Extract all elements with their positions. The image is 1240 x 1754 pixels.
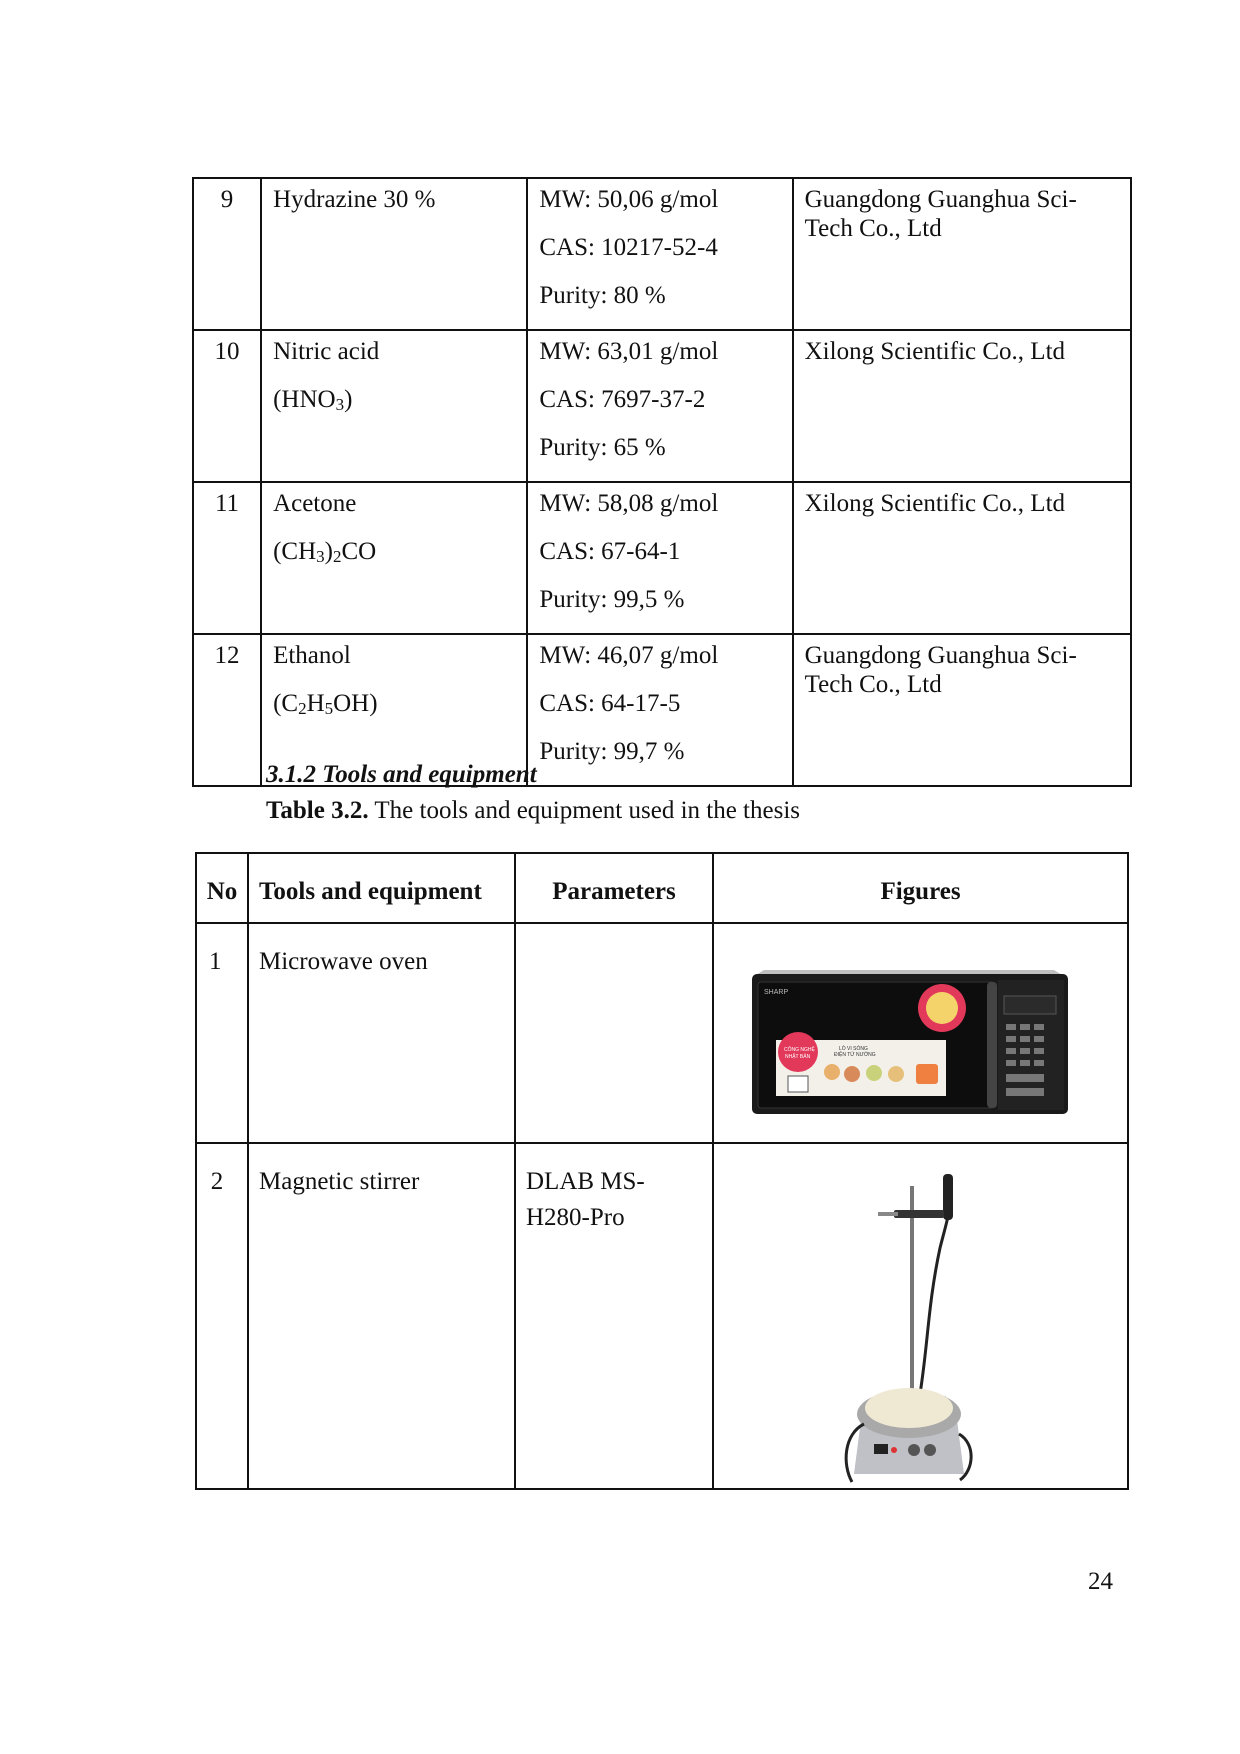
oven-label-line-2: ĐIỆN TỬ NƯỚNG — [834, 1052, 876, 1058]
figure-cell — [713, 1143, 1128, 1489]
table-row — [193, 482, 1131, 634]
supplier: Guangdong Guanghua Sci-Tech Co., Ltd — [793, 178, 1131, 330]
header-figures: Figures — [713, 853, 1128, 923]
header-no: No — [196, 853, 248, 923]
row-number: 1 — [196, 923, 248, 1143]
chemical-name: Acetone (CH3)2CO — [261, 482, 527, 634]
magnetic-stirrer-image — [714, 1144, 1114, 1488]
purity: Purity: 99,5 % — [539, 586, 685, 613]
cas-number: CAS: 67-64-1 — [539, 538, 681, 565]
table-caption-label: Table 3.2. — [266, 797, 369, 824]
section-heading: 3.1.2 Tools and equipment — [266, 761, 537, 788]
cas-number: CAS: 64-17-5 — [539, 690, 681, 717]
chemical-parameters — [527, 178, 792, 330]
figure-cell — [713, 923, 1128, 1143]
badge-text-2: NHẬT BẢN — [785, 1054, 811, 1060]
model-line-1: DLAB MS- — [526, 1168, 645, 1195]
tool-name: Magnetic stirrer — [248, 1143, 515, 1489]
molecular-weight: MW: 50,06 g/mol — [539, 186, 719, 213]
chemical-parameters — [527, 634, 792, 786]
row-number: 12 — [193, 634, 261, 786]
header-parameters: Parameters — [515, 853, 713, 923]
chemical-formula: (HNO3) — [273, 386, 353, 414]
table-row — [196, 923, 1128, 1143]
purity: Purity: 65 % — [539, 434, 666, 461]
chemical-name: Nitric acid (HNO3) — [261, 330, 527, 482]
row-number: 9 — [193, 178, 261, 330]
table-caption-text: The tools and equipment used in the thesis — [368, 797, 800, 824]
microwave-oven-image — [714, 924, 1114, 1122]
oven-brand: SHARP — [764, 989, 789, 996]
oven-label-line-1: LÒ VI SÓNG — [839, 1046, 868, 1052]
tool-parameters — [515, 1143, 713, 1489]
badge-text-1: CÔNG NGHỆ — [784, 1047, 815, 1053]
chemical-formula: (C2H5OH) — [273, 690, 378, 718]
row-number: 2 — [196, 1143, 248, 1489]
chemical-parameters — [527, 330, 792, 482]
tools-table — [195, 852, 1129, 1490]
purity: Purity: 99,7 % — [539, 738, 685, 765]
table-header-row — [196, 853, 1128, 923]
table-row — [193, 178, 1131, 330]
row-number: 11 — [193, 482, 261, 634]
table-caption — [266, 797, 800, 825]
chemical-formula: (CH3)2CO — [273, 538, 377, 566]
chemical-parameters — [527, 482, 792, 634]
cas-number: CAS: 10217-52-4 — [539, 234, 718, 261]
header-tools: Tools and equipment — [248, 853, 515, 923]
supplier: Xilong Scientific Co., Ltd — [793, 482, 1131, 634]
supplier: Guangdong Guanghua Sci-Tech Co., Ltd — [793, 634, 1131, 786]
table-row — [193, 330, 1131, 482]
molecular-weight: MW: 58,08 g/mol — [539, 490, 719, 517]
tool-parameters — [515, 923, 713, 1143]
row-number: 10 — [193, 330, 261, 482]
chemical-name: Ethanol (C2H5OH) — [261, 634, 527, 786]
chemicals-table — [192, 177, 1132, 787]
tool-name: Microwave oven — [248, 923, 515, 1143]
molecular-weight: MW: 46,07 g/mol — [539, 642, 719, 669]
model-line-2: H280-Pro — [526, 1204, 625, 1231]
molecular-weight: MW: 63,01 g/mol — [539, 338, 719, 365]
page-number: 24 — [1088, 1568, 1113, 1595]
supplier: Xilong Scientific Co., Ltd — [793, 330, 1131, 482]
purity: Purity: 80 % — [539, 282, 666, 309]
cas-number: CAS: 7697-37-2 — [539, 386, 706, 413]
chemical-name: Hydrazine 30 % — [261, 178, 527, 330]
table-row — [196, 1143, 1128, 1489]
